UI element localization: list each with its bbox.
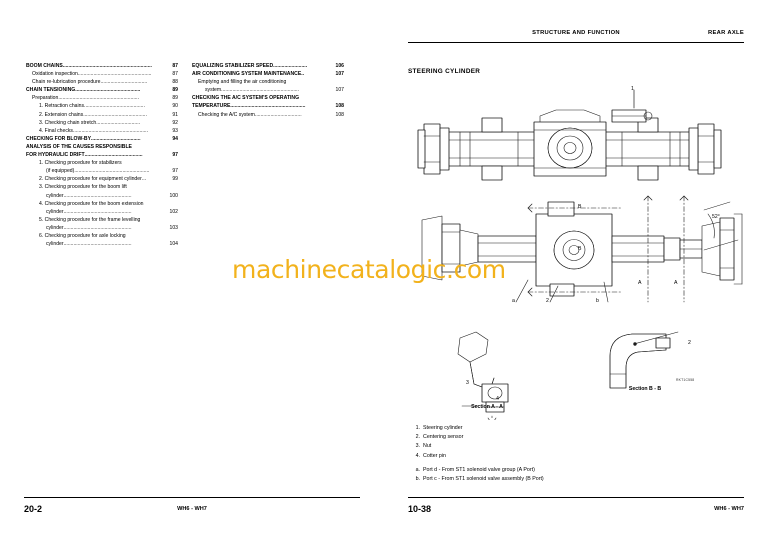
- legend-number: 1.: [415, 425, 420, 431]
- legend-item: [408, 475, 544, 484]
- callout-3: 3: [466, 380, 469, 386]
- toc-page: 97: [172, 152, 178, 159]
- toc-entry: [192, 78, 344, 86]
- callout-2: 2: [546, 298, 549, 304]
- toc-page: 103: [169, 224, 178, 231]
- toc-entry: 87 Oxidation inspection....................................................: [32, 71, 178, 78]
- toc-entry: 103 cylinder................................................: [46, 224, 178, 231]
- toc-page: 108: [335, 111, 344, 118]
- toc-entry: 106 EQUALIZING STABILIZER SPEED........................: [192, 63, 344, 69]
- legend-item: [408, 466, 544, 475]
- toc-label: cylinder: [46, 208, 64, 215]
- toc-label: 1. Retraction chains: [39, 103, 85, 110]
- watermark: machinecatalogic.com: [232, 255, 506, 284]
- toc-label: CHAIN TENSIONING: [26, 87, 76, 94]
- toc-label: TEMPERATURE: [192, 103, 231, 110]
- page-number: 20-2: [24, 504, 43, 514]
- toc-column-1: [26, 62, 178, 248]
- toc-label: 5. Checking procedure for the frame levelling: [39, 216, 141, 223]
- toc-label: Chain re-lubrication procedure: [32, 79, 101, 86]
- steering-cylinder-figure: [408, 80, 744, 420]
- section-aa-caption: Section A - A: [471, 404, 503, 410]
- section-bb-caption: Section B - B: [628, 386, 662, 392]
- toc-entry: 97 (if equipped).....................................................: [46, 168, 178, 175]
- toc-page: 92: [172, 119, 178, 126]
- toc-page: 107: [335, 71, 344, 78]
- toc-column-2: [192, 62, 344, 119]
- toc-label: 1. Checking procedure for stabilizers: [39, 160, 122, 167]
- page-number: 10-38: [408, 504, 432, 514]
- legend-text: Port d - From ST1 solenoid valve group (A Port): [423, 466, 535, 473]
- toc-page: 108: [335, 103, 344, 110]
- toc-label: AIR CONDITIONING SYSTEM MAINTENANCE: [192, 71, 302, 78]
- toc-label: cylinder: [46, 192, 64, 199]
- toc-entry: 107 AIR CONDITIONING SYSTEM MAINTENANCE..: [192, 71, 344, 78]
- legend-letter: a.: [415, 466, 420, 473]
- legend-item: [408, 424, 544, 433]
- callout-A-left: A: [638, 280, 642, 286]
- legend-item: [408, 442, 544, 451]
- toc-entry: [26, 143, 178, 151]
- footer-divider: [408, 497, 744, 498]
- callout-B-top: B: [578, 204, 582, 210]
- toc-page: 91: [172, 111, 178, 118]
- toc-page: 87: [172, 71, 178, 78]
- toc-page: 87: [172, 63, 178, 69]
- toc-label: Checking the A/C system: [198, 111, 255, 118]
- callout-4: 4: [496, 396, 499, 402]
- legend-number: 2.: [415, 434, 420, 441]
- legend-text: Cotter pin: [423, 452, 446, 459]
- toc-label: cylinder: [46, 224, 64, 231]
- toc-label: 3. Checking procedure for the boom lift: [39, 184, 127, 191]
- toc-label: ANALYSIS OF THE CAUSES RESPONSIBLE: [26, 143, 132, 150]
- toc-page: 89: [172, 87, 178, 94]
- toc-label: CHECKING THE A/C SYSTEM'S OPERATING: [192, 95, 300, 102]
- callout-2b: 2: [688, 340, 691, 346]
- toc-entry: [26, 200, 178, 208]
- callout-A-right: A: [674, 280, 678, 286]
- toc-label: 2. Checking procedure for equipment cylinder: [39, 176, 142, 183]
- legend-text: Port c - From ST1 solenoid valve assembly (B Port): [423, 476, 544, 483]
- figure-legend: [408, 424, 544, 484]
- header-section-title: STRUCTURE AND FUNCTION: [532, 30, 620, 36]
- toc-label: Oxidation inspection: [32, 71, 78, 78]
- toc-page: 88: [172, 79, 178, 86]
- toc-entry: 89 Preparation.........................................................: [32, 95, 178, 102]
- toc-page: 90: [172, 103, 178, 110]
- legend-number: 3.: [415, 443, 420, 450]
- toc-page: 107: [335, 87, 344, 94]
- toc-entry: 90 1. Retraction chains...........................................: [39, 103, 178, 110]
- toc-entry: 108 Checking the A/C system.................................: [198, 111, 344, 118]
- callout-1: 1: [631, 86, 634, 92]
- toc-page: 89: [172, 95, 178, 102]
- callout-B-bottom: B: [578, 246, 582, 252]
- callout-b: b: [596, 298, 599, 304]
- toc-entry: 99 2. Checking procedure for equipment cylinder...: [39, 176, 178, 183]
- footer-divider: [24, 497, 360, 498]
- model-label: WH6 - WH7: [177, 506, 207, 512]
- toc-label: (if equipped): [46, 168, 75, 175]
- toc-label: FOR HYDRAULIC DRIFT: [26, 152, 85, 159]
- toc-label: 2. Extension chains: [39, 111, 84, 118]
- toc-label: Preparation: [32, 95, 59, 102]
- toc-label: 6. Checking procedure for axle locking: [39, 232, 126, 239]
- legend-item: [408, 452, 544, 461]
- legend-letter: b.: [415, 476, 420, 483]
- legend-text: Steering cylinder: [423, 425, 463, 431]
- toc-page: 99: [172, 176, 178, 183]
- toc-entry: 88 Chain re-lubrication procedure.................................: [32, 79, 178, 86]
- toc-entry: [192, 94, 344, 102]
- toc-label: Emptying and filling the air conditioning: [198, 79, 287, 86]
- toc-page: 94: [172, 135, 178, 142]
- drawing-code: RKT1C558: [676, 378, 695, 382]
- toc-label: BOOM CHAINS: [26, 63, 63, 69]
- toc-page: 102: [169, 208, 178, 215]
- header-subject: REAR AXLE: [708, 30, 744, 36]
- toc-page: 104: [169, 241, 178, 248]
- toc-page: 93: [172, 127, 178, 134]
- legend-number: 4.: [415, 452, 420, 459]
- legend-item: [408, 433, 544, 442]
- toc-label: 4. Checking procedure for the boom extension: [39, 200, 144, 207]
- header-divider: [408, 42, 744, 43]
- legend-text: Nut: [423, 443, 432, 450]
- toc-entry: 93 4. Final checks.....................................................: [39, 127, 178, 134]
- toc-entry: 107 system.......................................................: [205, 87, 344, 94]
- toc-entry: 97 FOR HYDRAULIC DRIFT.........................................: [26, 152, 178, 159]
- toc-page: 106: [335, 63, 344, 69]
- toc-entry: [26, 232, 178, 240]
- toc-label: EQUALIZING STABILIZER SPEED: [192, 63, 274, 69]
- toc-entry: [26, 159, 178, 167]
- toc-entry: 87 BOOM CHAINS...............................................................: [26, 63, 178, 69]
- toc-entry: [26, 183, 178, 191]
- toc-page: 100: [169, 192, 178, 199]
- toc-page: 97: [172, 168, 178, 175]
- page-title: STEERING CYLINDER: [408, 68, 481, 75]
- toc-label: CHECKING FOR BLOW-BY: [26, 135, 91, 142]
- legend-text: Centering sensor: [423, 434, 464, 441]
- toc-entry: 108 TEMPERATURE.....................................................: [192, 103, 344, 110]
- toc-entry: 100 cylinder................................................: [46, 192, 178, 199]
- toc-label: cylinder: [46, 241, 64, 248]
- callout-a: a: [512, 298, 515, 304]
- toc-entry: 94 CHECKING FOR BLOW-BY...................................: [26, 135, 178, 142]
- toc-label: system: [205, 87, 222, 94]
- toc-entry: 104 cylinder................................................: [46, 241, 178, 248]
- toc-label: 4. Final checks: [39, 127, 73, 134]
- toc-label: 3. Checking chain stretch: [39, 119, 97, 126]
- toc-entry: [26, 216, 178, 224]
- toc-entry: 89 CHAIN TENSIONING..............................................: [26, 87, 178, 94]
- model-label: WH6 - WH7: [714, 506, 744, 512]
- toc-entry: 102 cylinder................................................: [46, 208, 178, 215]
- toc-entry: 91 2. Extension chains.............................................: [39, 111, 178, 118]
- callout-angle: 52°: [712, 214, 720, 220]
- toc-entry: 92 3. Checking chain stretch...............................: [39, 119, 178, 126]
